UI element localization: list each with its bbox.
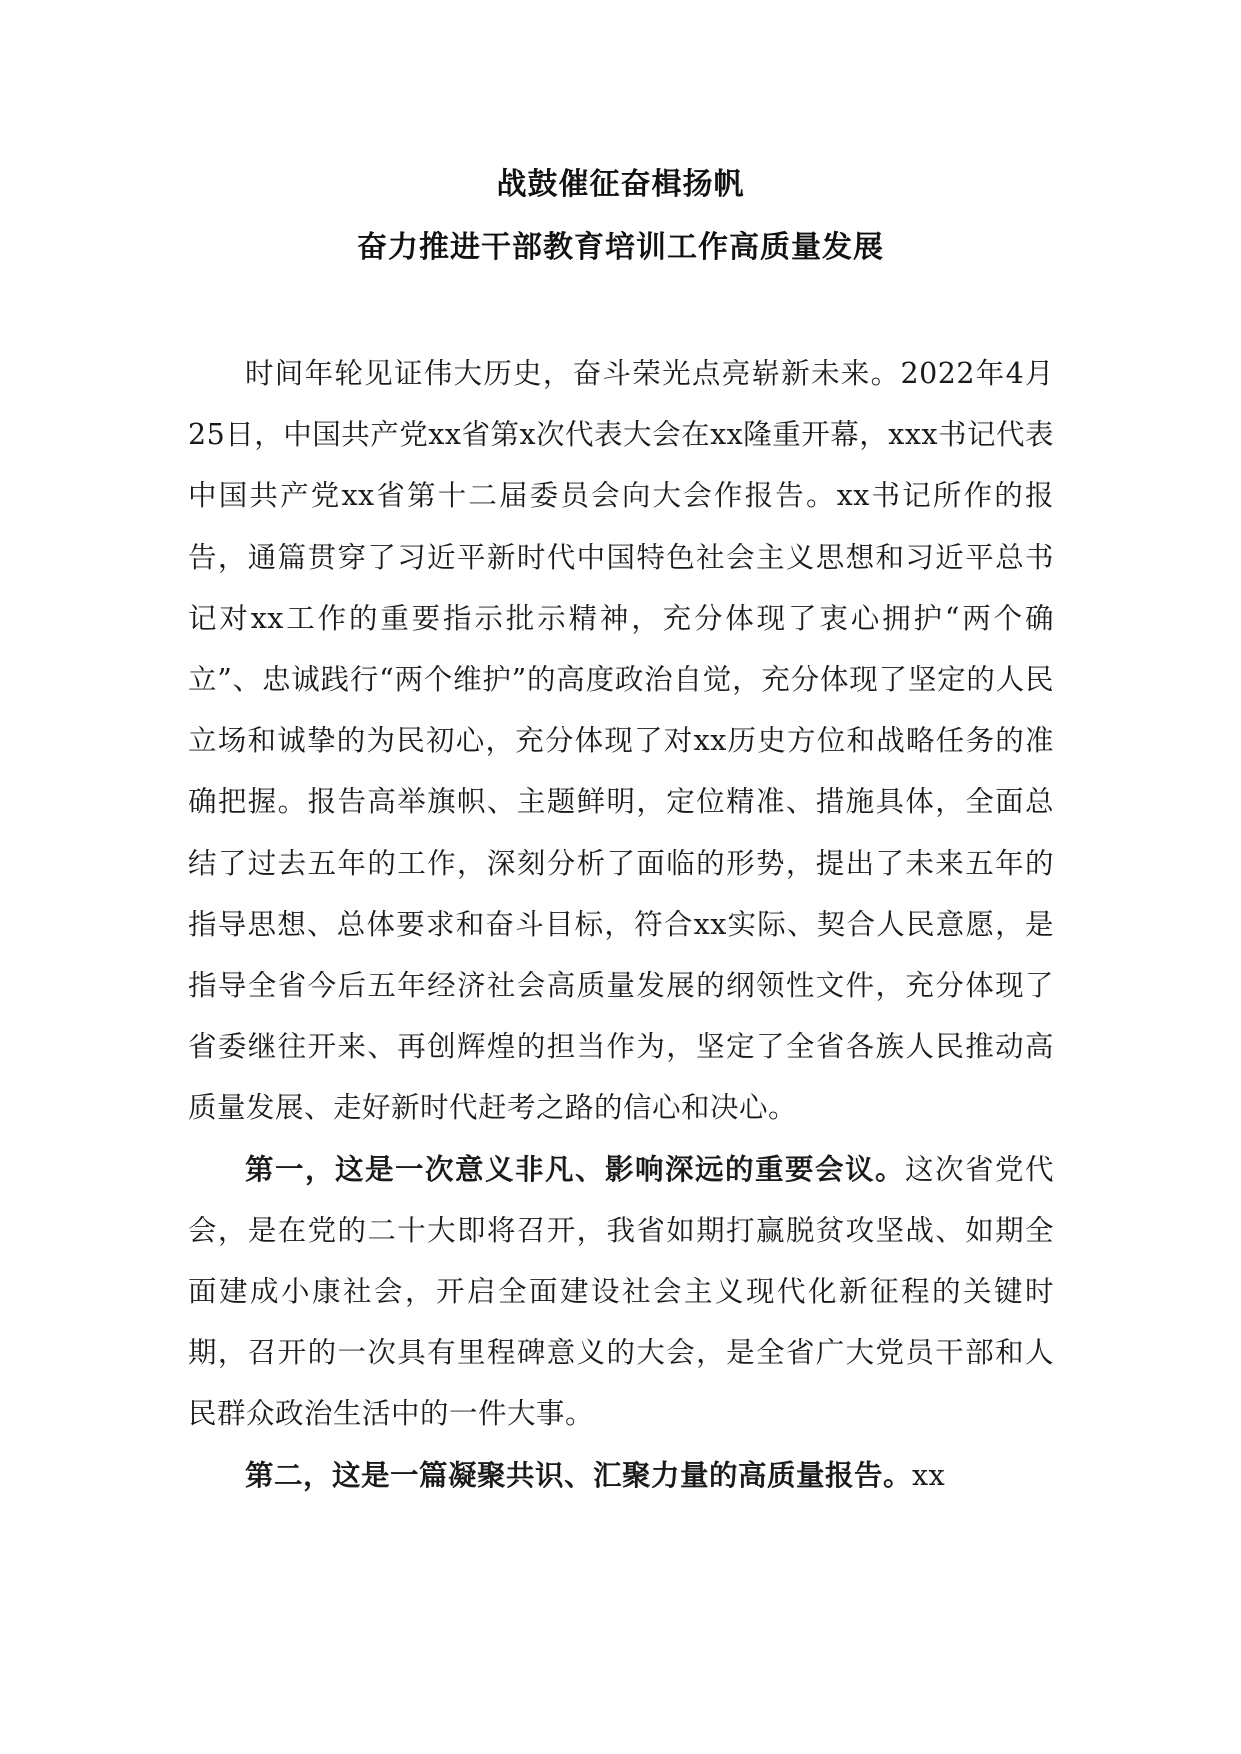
paragraph-intro bbox=[188, 343, 1054, 1139]
document-body bbox=[188, 343, 1054, 1506]
paragraph-text: xx bbox=[912, 1458, 946, 1492]
document-subtitle: 奋力推进干部教育培训工作高质量发展 bbox=[357, 230, 884, 265]
paragraph-text: 时间年轮见证伟大历史，奋斗荣光点亮崭新未来。2022年4月25日，中国共产党xx省第x次代表大会在xx隆重开幕，xxx书记代表中国共产党xx省第十二届委员会向大会作报告。xx书记所作的报告，通篇贯穿了习近平新时代中国特色社会主义思想和习近平总书记对xx工作的重要指示批示精神，充分体现了衷心拥护“两个确立”、忠诚践行“两个维护”的高度政治自觉，充分体现了坚定的人民立场和诚挚的为民初心，充分体现了对xx历史方位和战略任务的准确把握。报告高举旗帜、主题鲜明，定位精准、措施具体，全面总结了过去五年的工作，深刻分析了面临的形势，提出了未来五年的指导思想、总体要求和奋斗目标，符合xx实际、契合人民意愿，是指导全省今后五年经济社会高质量发展的纲领性文件，充分体现了省委继往开来、再创辉煌的担当作为，坚定了全省各族人民推动高质量发展、走好新时代赶考之路的信心和决心。 bbox=[188, 357, 1054, 1125]
paragraph-text: 这次省党代会，是在党的二十大即将召开，我省如期打赢脱贫攻坚战、如期全面建成小康社会，开启全面建设社会主义现代化新征程的关键时期，召开的一次具有里程碑意义的大会，是全省广大党员干部和人民群众政治生活中的一件大事。 bbox=[188, 1152, 1054, 1431]
paragraph-lead: 第一，这是一次意义非凡、影响深远的重要会议。 bbox=[245, 1152, 905, 1186]
paragraph-second-point bbox=[188, 1445, 1054, 1506]
paragraph-lead: 第二，这是一篇凝聚共识、汇聚力量的高质量报告。 bbox=[245, 1458, 913, 1492]
paragraph-first-point bbox=[188, 1139, 1054, 1445]
document-title: 战鼓催征奋楫扬帆 bbox=[496, 167, 745, 202]
